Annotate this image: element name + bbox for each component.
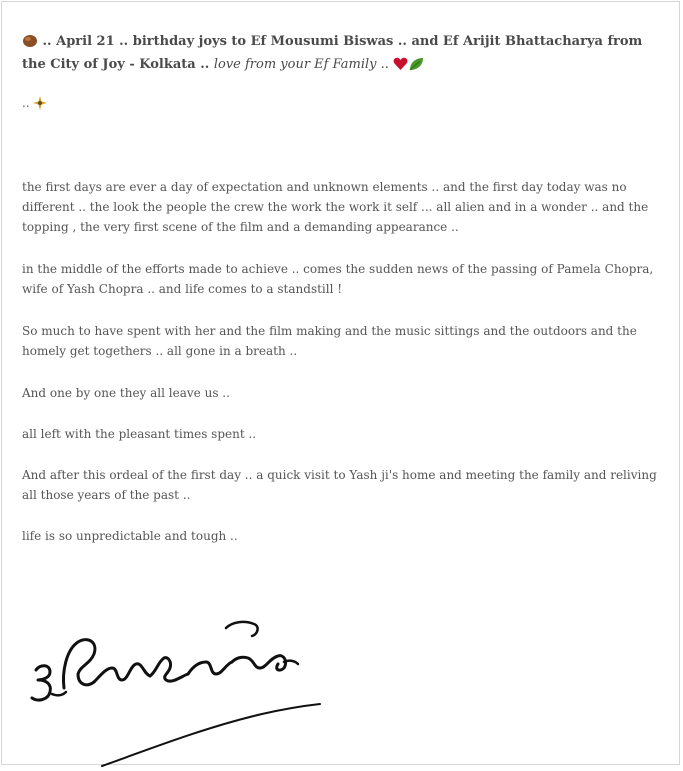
dots-text: ..: [22, 96, 34, 110]
paragraph: the first days are ever a day of expectation and unknown elements .. and the first day today was no different .. the look the people the crew the work the work it self ... all alien and in a wonder .. and the topping , the very first scene of the film and a demanding appearance ..: [22, 180, 649, 234]
sparkle-line: [22, 96, 47, 113]
paragraph: all left with the pleasant times spent ..: [22, 427, 257, 441]
sparkle-emoji-icon: [33, 96, 47, 113]
paragraph: And after this ordeal of the first day .. a quick visit to Yash ji's home and meeting the family and reliving all those years of the past ..: [22, 468, 657, 502]
paragraph: So much to have spent with her and the film making and the music sittings and the outdoors and the homely get togethers .. all gone in a breath ..: [22, 324, 637, 358]
green-leaf-emoji-icon: [408, 57, 424, 78]
red-heart-emoji-icon: [393, 57, 408, 78]
blog-post-page: [1, 1, 680, 765]
paragraph: in the middle of the efforts made to achieve .. comes the sudden news of the passing of Pamela Chopra, wife of Yash Chopra .. and life comes to a standstill !: [22, 262, 654, 296]
greeting-text: love from your Ef Family ..: [213, 57, 394, 72]
header-text: .. April 21 .. birthday joys to Ef Mousumi Biswas .. and Ef Arijit Bhattacharya from the City of Joy - Kolkata ..: [22, 34, 643, 72]
brown-bean-emoji-icon: [22, 34, 38, 55]
paragraph: life is so unpredictable and tough ..: [22, 529, 238, 543]
handwritten-signature: [22, 602, 332, 771]
post-header: [22, 32, 667, 78]
paragraph: And one by one they all leave us ..: [22, 386, 230, 400]
